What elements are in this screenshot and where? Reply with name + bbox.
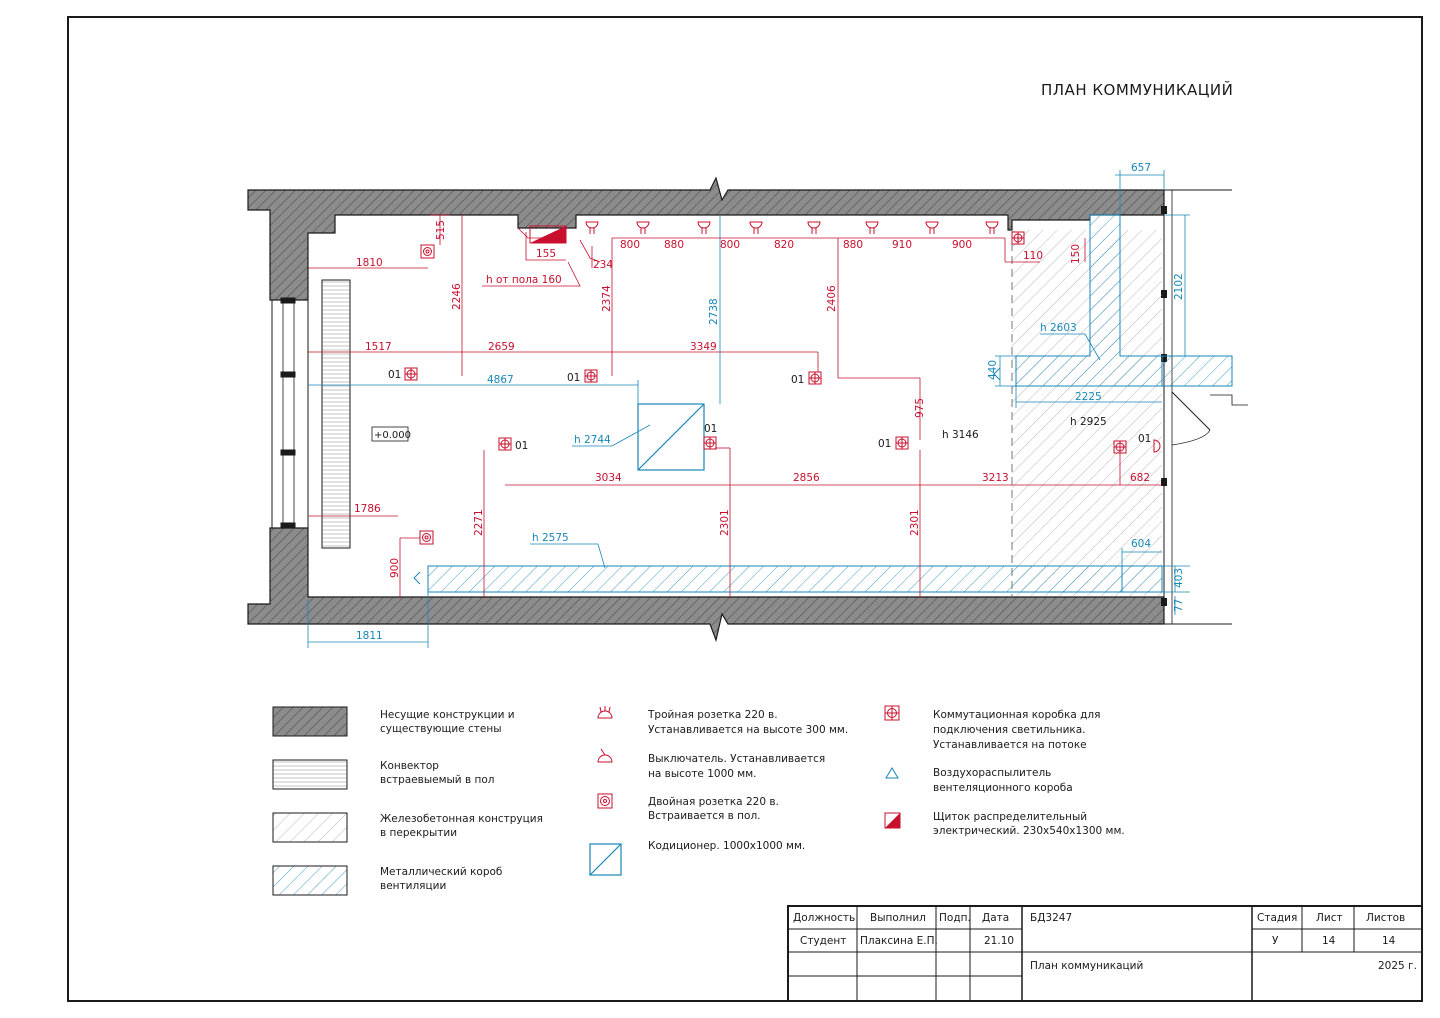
dim: 403 xyxy=(1173,567,1185,588)
legend-switch-1: Выключатель. Устанавливается xyxy=(648,753,826,765)
dim: 800 xyxy=(720,239,741,251)
stamp-sheets: 14 xyxy=(1382,935,1396,947)
stamp-stage: У xyxy=(1272,935,1279,947)
dim: 440 xyxy=(987,359,999,380)
legend-duct-1: Металлический короб xyxy=(380,866,503,878)
legend-walls-2: существующие стены xyxy=(380,723,502,735)
dim: 820 xyxy=(774,239,795,251)
dim: 975 xyxy=(914,397,926,418)
legend-ac: Кодиционер. 1000х1000 мм. xyxy=(648,840,806,852)
dim: 234 xyxy=(593,259,614,271)
diffuser-icon xyxy=(886,768,898,778)
dim: 1786 xyxy=(354,503,381,515)
legend-panel-1: Щиток распределительный xyxy=(933,811,1088,823)
stamp-sheet: 14 xyxy=(1322,935,1336,947)
junction-box-icon xyxy=(885,706,899,720)
ac-icon xyxy=(590,844,621,875)
triple-socket-icon xyxy=(598,706,612,718)
dim: 2374 xyxy=(601,285,613,312)
fixture-label: 01 xyxy=(1138,433,1152,445)
triple-sockets xyxy=(586,222,998,234)
fixture-label: 01 xyxy=(878,438,892,450)
dim: 3034 xyxy=(595,472,622,484)
switch-legend-icon xyxy=(598,749,612,762)
dim: 2271 xyxy=(473,509,485,536)
dim: 2301 xyxy=(719,509,731,536)
air-conditioner xyxy=(638,404,704,470)
dim: 2246 xyxy=(451,283,463,310)
legend-triple-1: Тройная розетка 220 в. xyxy=(648,709,778,721)
dim: 2738 xyxy=(708,298,720,325)
dim: 900 xyxy=(389,557,401,578)
dim: 800 xyxy=(620,239,641,251)
fixture-label: 01 xyxy=(567,372,581,384)
stamp-role: Студент xyxy=(800,935,847,947)
stamp-code: БД3247 xyxy=(1030,912,1073,924)
legend-convector-1: Конвектор xyxy=(380,760,439,772)
stamp-year: 2025 г. xyxy=(1378,960,1417,972)
h-2575: h 2575 xyxy=(532,532,569,544)
convector xyxy=(322,280,350,548)
h-2925: h 2925 xyxy=(1070,416,1107,428)
legend-diffuser-2: вентеляционного короба xyxy=(933,782,1073,794)
legend-switch-2: на высоте 1000 мм. xyxy=(648,768,757,780)
dim: 900 xyxy=(952,239,973,251)
legend-panel-2: электрический. 230х540х1300 мм. xyxy=(933,825,1125,837)
dim: 2225 xyxy=(1075,391,1102,403)
dim: 682 xyxy=(1130,472,1151,484)
h-2603: h 2603 xyxy=(1040,322,1077,334)
dim: 77 xyxy=(1173,598,1185,612)
stamp-doc-title: План коммуникаций xyxy=(1030,960,1144,972)
legend-triple-2: Устанавливается на высоте 300 мм. xyxy=(648,724,849,736)
legend-concrete-1: Железобетонная конструция xyxy=(380,813,543,825)
dim: 1810 xyxy=(356,257,383,269)
level-mark: +0.000 xyxy=(374,430,412,441)
double-socket-icon xyxy=(598,794,612,808)
panel-icon xyxy=(885,813,900,828)
stamp-h-sheets: Листов xyxy=(1366,912,1406,924)
page-title: ПЛАН КОММУНИКАЦИЙ xyxy=(1041,81,1234,99)
stamp-h-sign: Подп. xyxy=(939,912,971,924)
dim: 2659 xyxy=(488,341,515,353)
legend xyxy=(273,706,1125,895)
dim: 2856 xyxy=(793,472,820,484)
dim: 155 xyxy=(536,248,557,260)
legend-duct-2: вентиляции xyxy=(380,880,447,892)
stamp-h-stage: Стадия xyxy=(1257,912,1298,924)
stamp-date: 21.10 xyxy=(984,935,1015,947)
dim: 4867 xyxy=(487,374,514,386)
dim: 910 xyxy=(892,239,913,251)
legend-junction-3: Устанавливается на потоке xyxy=(933,739,1087,751)
legend-junction-2: подключения светильника. xyxy=(933,724,1086,736)
dim: 2301 xyxy=(909,509,921,536)
stamp-name: Плаксина Е.П. xyxy=(860,935,938,947)
h-2744: h 2744 xyxy=(574,434,611,446)
legend-convector-2: встраевыемый в пол xyxy=(380,774,495,786)
fixture-label: 01 xyxy=(791,374,805,386)
dim: 1517 xyxy=(365,341,392,353)
dim: 1811 xyxy=(356,630,383,642)
dim: 604 xyxy=(1131,538,1152,550)
stamp-h-position: Должность xyxy=(793,912,856,924)
stamp-h-date: Дата xyxy=(982,912,1010,924)
double-sockets xyxy=(420,245,434,544)
dim: 657 xyxy=(1131,162,1152,174)
stamp-h-done: Выполнил xyxy=(870,912,926,924)
fixture-label: 01 xyxy=(515,440,529,452)
stamp-h-sheet: Лист xyxy=(1316,912,1343,924)
legend-diffuser-1: Воздухораспылитель xyxy=(933,767,1052,779)
window xyxy=(272,298,308,528)
legend-junction-1: Коммутационная коробка для xyxy=(933,709,1101,721)
legend-concrete-2: в перекрытии xyxy=(380,827,458,839)
dim: 150 xyxy=(1070,243,1082,264)
fixture-label: 01 xyxy=(388,369,402,381)
legend-double-2: Встраивается в пол. xyxy=(648,810,761,822)
fixture-label: 01 xyxy=(704,423,718,435)
sheet-frame xyxy=(68,17,1422,1001)
dim: 2102 xyxy=(1173,273,1185,300)
h-3146: h 3146 xyxy=(942,429,979,441)
dim: 880 xyxy=(664,239,685,251)
dim: 880 xyxy=(843,239,864,251)
dim: 2406 xyxy=(826,285,838,312)
dim: 3349 xyxy=(690,341,717,353)
legend-walls-1: Несущие конструкции и xyxy=(380,709,515,721)
dim: 3213 xyxy=(982,472,1009,484)
dim: 110 xyxy=(1023,250,1044,262)
legend-double-1: Двойная розетка 220 в. xyxy=(648,796,779,808)
dim: 515 xyxy=(435,219,447,240)
h-panel: h от пола 160 xyxy=(486,274,562,286)
